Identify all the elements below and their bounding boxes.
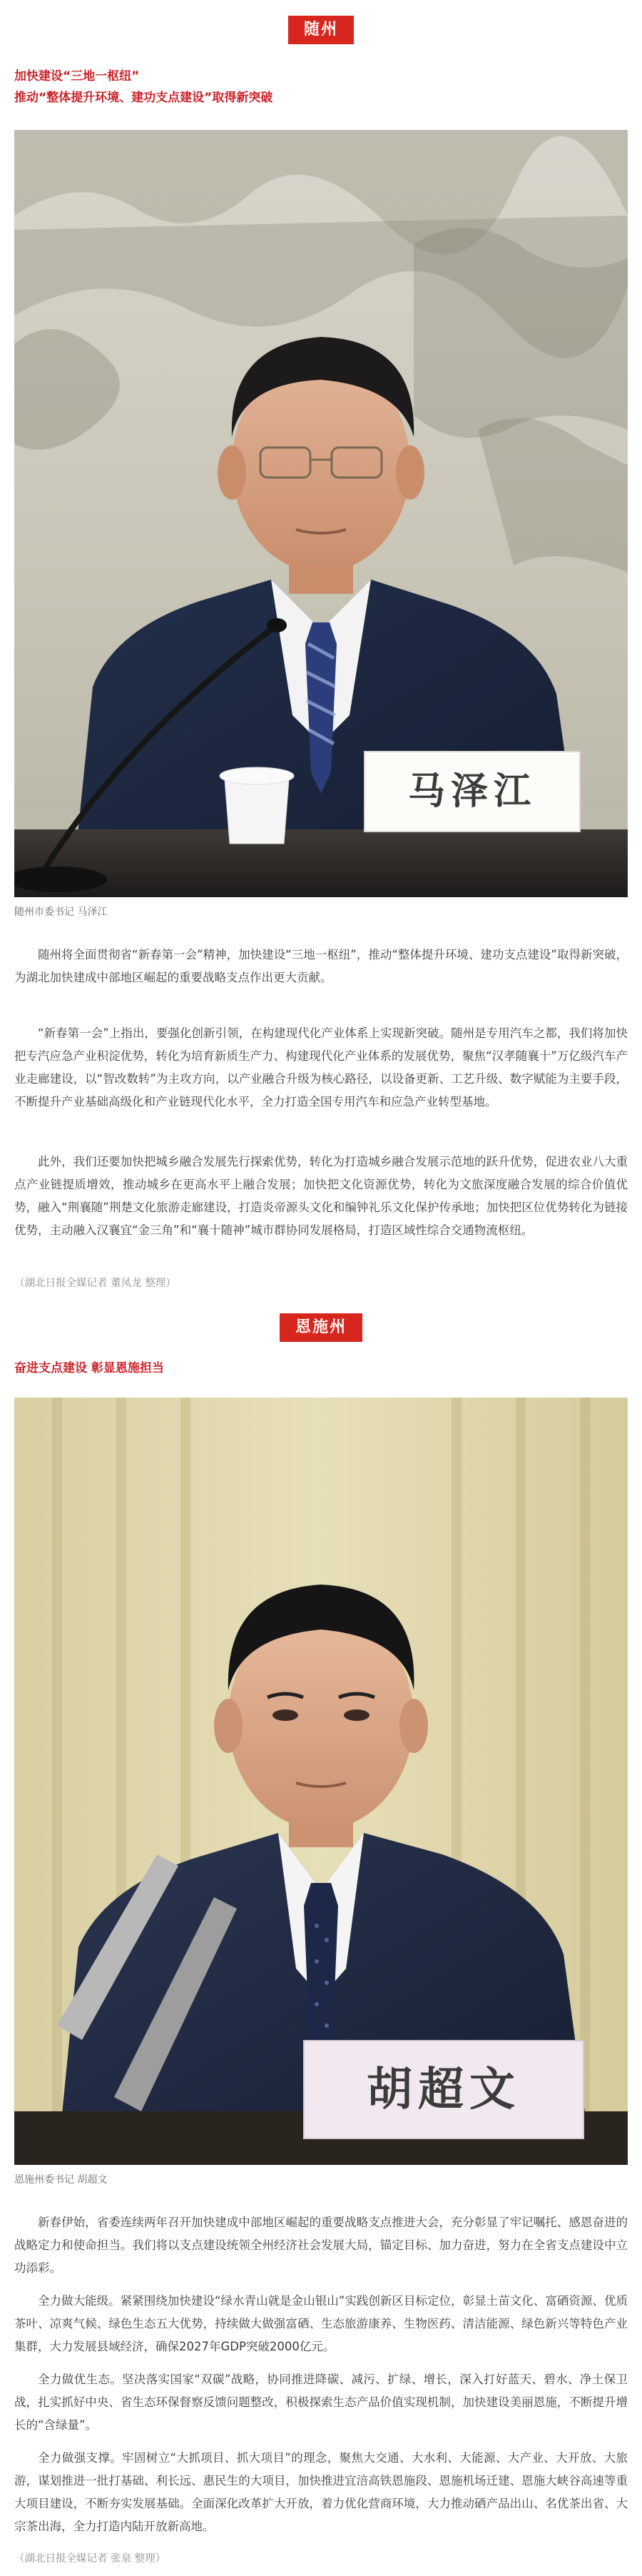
enshi-section	[0, 1313, 642, 2576]
enshi-credit: （湖北日报全媒记者 张泉 整理）	[14, 2553, 166, 2565]
section-tag-enshi: 恩施州	[280, 1313, 362, 1342]
enshi-headline: 奋进支点建设 彰显恩施担当	[14, 1361, 164, 1375]
suizhou-headline-line1: 加快建设“三地一枢纽”	[14, 69, 140, 84]
suizhou-paragraph-1: 随州将全面贯彻省“新春第一会”精神，加快建设“三地一枢纽”，推动“整体提升环境、建功支点建设”取得新突破，为湖北加快建成中部地区崛起的重要战略支点作出更大贡献。	[14, 948, 628, 984]
nameplate-suizhou: 马泽江	[364, 751, 581, 832]
portrait-photo-ma-zejiang	[14, 130, 628, 897]
suizhou-credit: （湖北日报全媒记者 董凤龙 整理）	[14, 1278, 176, 1289]
suizhou-section	[0, 0, 642, 1271]
suizhou-paragraph-3: 此外，我们还要加快把城乡融合发展先行探索优势，转化为打造城乡融合发展示范地的跃升优势，促进农业八大重点产业链提质增效，推动城乡在更高水平上融合发展；加快把文化资源优势，转化为文旅深度融合发展的综合价值优势，融入“荆襄随”荆楚文化旅游走廊建设，打造炎帝源头文化和编钟礼乐文化保护传承地；加快把区位优势转化为链接优势，主动融入汉襄宜“金三角”和“襄十随神”城市群协同发展格局，打造区域性综合交通物流枢纽。	[14, 1155, 628, 1237]
portrait-photo-hu-chaowen	[14, 1398, 628, 2165]
section-tag-suizhou: 随州	[288, 16, 354, 44]
suizhou-headline	[14, 66, 628, 108]
enshi-paragraph-1: 新春伊始，省委连续两年召开加快建成中部地区崛起的重要战略支点推进大会，充分彰显了牢记嘱托、感恩奋进的战略定力和使命担当。我们将以支点建设统领全州经济社会发展大局，锚定目标、加力奋进，努力在全省支点建设中立功添彩。	[14, 2216, 628, 2275]
nameplate-enshi: 胡超文	[303, 2040, 584, 2139]
suizhou-headline-line2: 推动“整体提升环境、建功支点建设”取得新突破	[14, 91, 273, 105]
enshi-paragraph-4: 全力做强支撑。牢固树立“大抓项目、抓大项目”的理念，聚焦大交通、大水利、大能源、大产业、大开放、大旅游，谋划推进一批打基础、利长远、惠民生的大项目，加快推进宜涪高铁恩施段、恩施机场迁建、恩施大峡谷高速等重大项目建设，不断夯实发展基础。全面深化改革扩大开放，着力优化营商环境，大力推动硒产品出山、名优茶出省、大宗茶出海，全力打造内陆开放新高地。	[14, 2451, 628, 2533]
enshi-paragraph-3: 全力做优生态。坚决落实国家“双碳”战略，协同推进降碳、减污、扩绿、增长，深入打好蓝天、碧水、净土保卫战，扎实抓好中央、省生态环保督察反馈问题整改，积极探索生态产品价值实现机制，加快建设美丽恩施，不断提升增长的“含绿量”。	[14, 2373, 628, 2432]
enshi-photo-caption: 恩施州委书记 胡超文	[14, 2174, 108, 2186]
enshi-paragraph-2: 全力做大能级。紧紧围绕加快建设“绿水青山就是金山银山”实践创新区目标定位，彰显土苗文化、富硒资源、优质茶叶、凉爽气候、绿色生态五大优势，持续做大做强富硒、生态旅游康养、生物医药、清洁能源、绿色新兴等特色产业集群，大力发展县域经济，确保2027年GDP突破2000亿元。	[14, 2294, 628, 2353]
suizhou-photo-caption: 随州市委书记 马泽江	[14, 906, 108, 918]
suizhou-paragraph-2: “新春第一会”上指出，要强化创新引领，在构建现代化产业体系上实现新突破。随州是专用汽车之都，我们将加快把专汽应急产业积淀优势，转化为培育新质生产力、构建现代化产业体系的发展优势，聚焦“汉孝随襄十”万亿级汽车产业走廊建设，以“智改数转”为主攻方向，以产业融合升级为核心路径，以设备更新、工艺升级、数字赋能为主要手段，不断提升产业基础高级化和产业链现代化水平，全力打造全国专用汽车和应急产业转型基地。	[14, 1026, 628, 1108]
